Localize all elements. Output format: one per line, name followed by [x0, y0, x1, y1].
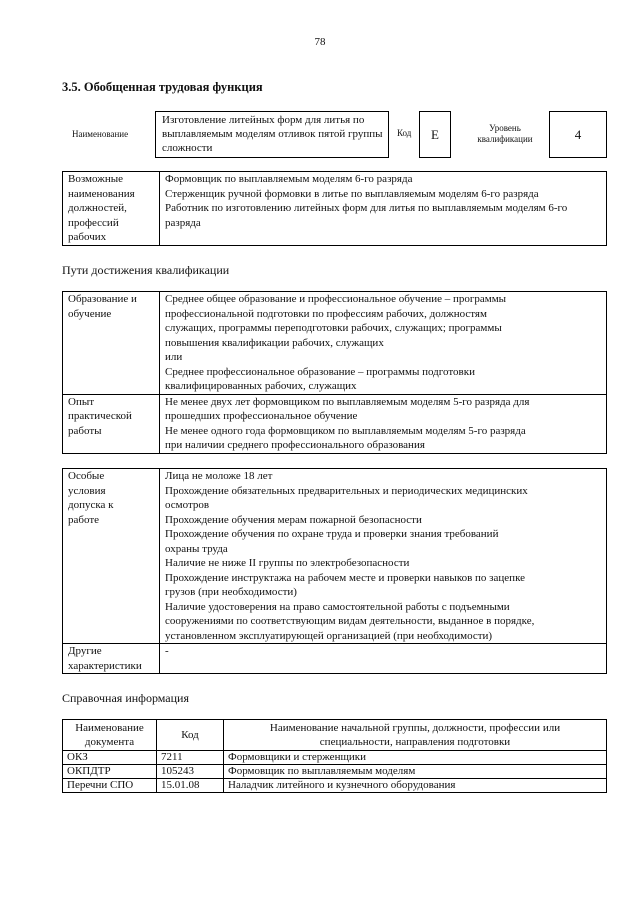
code-value-box: Е [419, 111, 451, 158]
cell-name: Наладчик литейного и кузнечного оборудования [224, 779, 607, 793]
work-conditions-table [62, 468, 607, 674]
list-item: Формовщик по выплавляемым моделям 6-го разряда [165, 173, 413, 185]
cell-document: ОКПДТР [63, 765, 157, 779]
cell-document: ОКЗ [63, 751, 157, 765]
list-item: Стерженщик ручной формовки в литье по выплавляемым моделям 6-го разряда [165, 187, 539, 200]
table-row [63, 779, 607, 793]
cell-code: 7211 [157, 751, 224, 765]
section-title: 3.5. Обобщенная трудовая функция [62, 80, 263, 94]
possible-titles-list [160, 172, 607, 246]
list-item: Работник по изготовлению литейных форм для литья по выплавляемым моделям 6-го разряда [165, 202, 568, 229]
experience-text: Не менее двух лет формовщиком по выплавляемым моделям 5-го разряда для прошедших профессиональное обучение Не менее одного года формовщиком по выплавляемым моделям 5-го разряда при наличии среднего профессионального образования [160, 394, 607, 453]
other-characteristics-value: - [160, 644, 607, 674]
special-conditions-text: Лица не моложе 18 лет Прохождение обязательных предварительных и периодических медицинских осмотров Прохождение обучения мерам пожарной безопасности Прохождение обучения по охране труда и проверки знания требований охраны труда Наличие не ниже II группы по электробезопасности Прохождение инструктажа на рабочем месте и проверки навыков по зацепке грузов (при необходимости) Наличие удостоверения на право самостоятельной работы с подъемными сооружениями по соответствующим видам деятельности, выданное в порядке, установленном эксплуатирующей организацией (при необходимости) [160, 469, 607, 644]
possible-titles-label: Возможные наименования должностей, профессий рабочих [63, 172, 160, 246]
code-label: Код [397, 128, 412, 138]
name-label: Наименование [72, 129, 129, 139]
qualification-level-label: Уровень квалификации [477, 123, 533, 144]
table-row [63, 765, 607, 779]
table-header-row [63, 720, 607, 751]
function-name-box: Изготовление литейных форм для литья по выплавляемым моделям отливок пятой группы сложности [155, 111, 389, 158]
reference-heading: Справочная информация [62, 691, 189, 705]
qualification-level-box: 4 [549, 111, 607, 158]
cell-code: 15.01.08 [157, 779, 224, 793]
other-characteristics-label: Другие характеристики [63, 644, 160, 674]
header-name: Наименование начальной группы, должности, профессии или специальности, направления подготовки [224, 720, 607, 751]
cell-document: Перечни СПО [63, 779, 157, 793]
education-label: Образование и обучение [63, 292, 160, 395]
table-row [63, 751, 607, 765]
qualification-paths-table [62, 291, 607, 454]
qualification-paths-heading: Пути достижения квалификации [62, 263, 230, 277]
cell-code: 105243 [157, 765, 224, 779]
reference-table [62, 719, 607, 793]
header-document: Наименование документа [63, 720, 157, 751]
cell-name: Формовщики и стерженщики [224, 751, 607, 765]
education-text: Среднее общее образование и профессиональное обучение – программы профессиональной подготовки по профессиям рабочих, должностям служащих, программы переподготовки рабочих, служащих; программы повышения квалификации рабочих, служащих или Среднее профессиональное образование – программы подготовки квалифицированных рабочих, служащих [160, 292, 607, 395]
possible-titles-table [62, 171, 607, 246]
special-conditions-label: Особые условия допуска к работе [63, 469, 160, 644]
cell-name: Формовщик по выплавляемым моделям [224, 765, 607, 779]
page-number: 78 [314, 36, 326, 48]
header-code: Код [157, 720, 224, 751]
experience-label: Опыт практической работы [63, 394, 160, 453]
